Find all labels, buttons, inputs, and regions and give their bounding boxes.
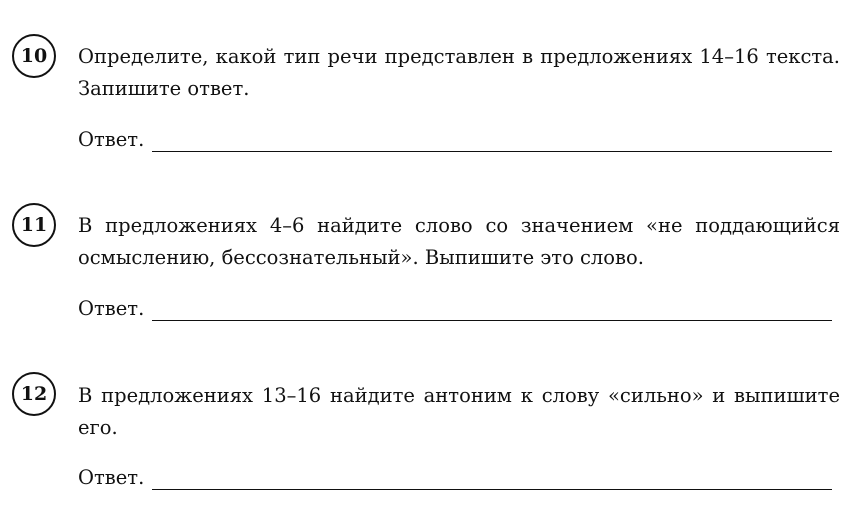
answer-label: Ответ. xyxy=(78,466,145,489)
task-question-text: Определите, какой тип речи представлен в предложениях 14–16 текста. Запишите ответ. xyxy=(78,45,840,100)
answer-label: Ответ. xyxy=(78,128,145,151)
answer-row xyxy=(78,466,832,490)
answer-input-line[interactable] xyxy=(152,300,832,321)
task-number-badge: 10 xyxy=(12,34,56,78)
task-number-badge: 11 xyxy=(12,203,56,247)
task-number-badge: 12 xyxy=(12,372,56,416)
answer-input-line[interactable] xyxy=(152,131,832,152)
answer-input-line[interactable] xyxy=(152,469,832,490)
answer-row xyxy=(78,128,832,152)
task-question-text: В предложениях 4–6 найдите слово со значением «не поддающийся осмыслению, бессознательный». Выпишите это слово. xyxy=(78,214,840,269)
task-question-text: В предложениях 13–16 найдите антоним к слову «сильно» и выпишите его. xyxy=(78,384,840,439)
answer-row xyxy=(78,297,832,321)
answer-label: Ответ. xyxy=(78,297,145,320)
